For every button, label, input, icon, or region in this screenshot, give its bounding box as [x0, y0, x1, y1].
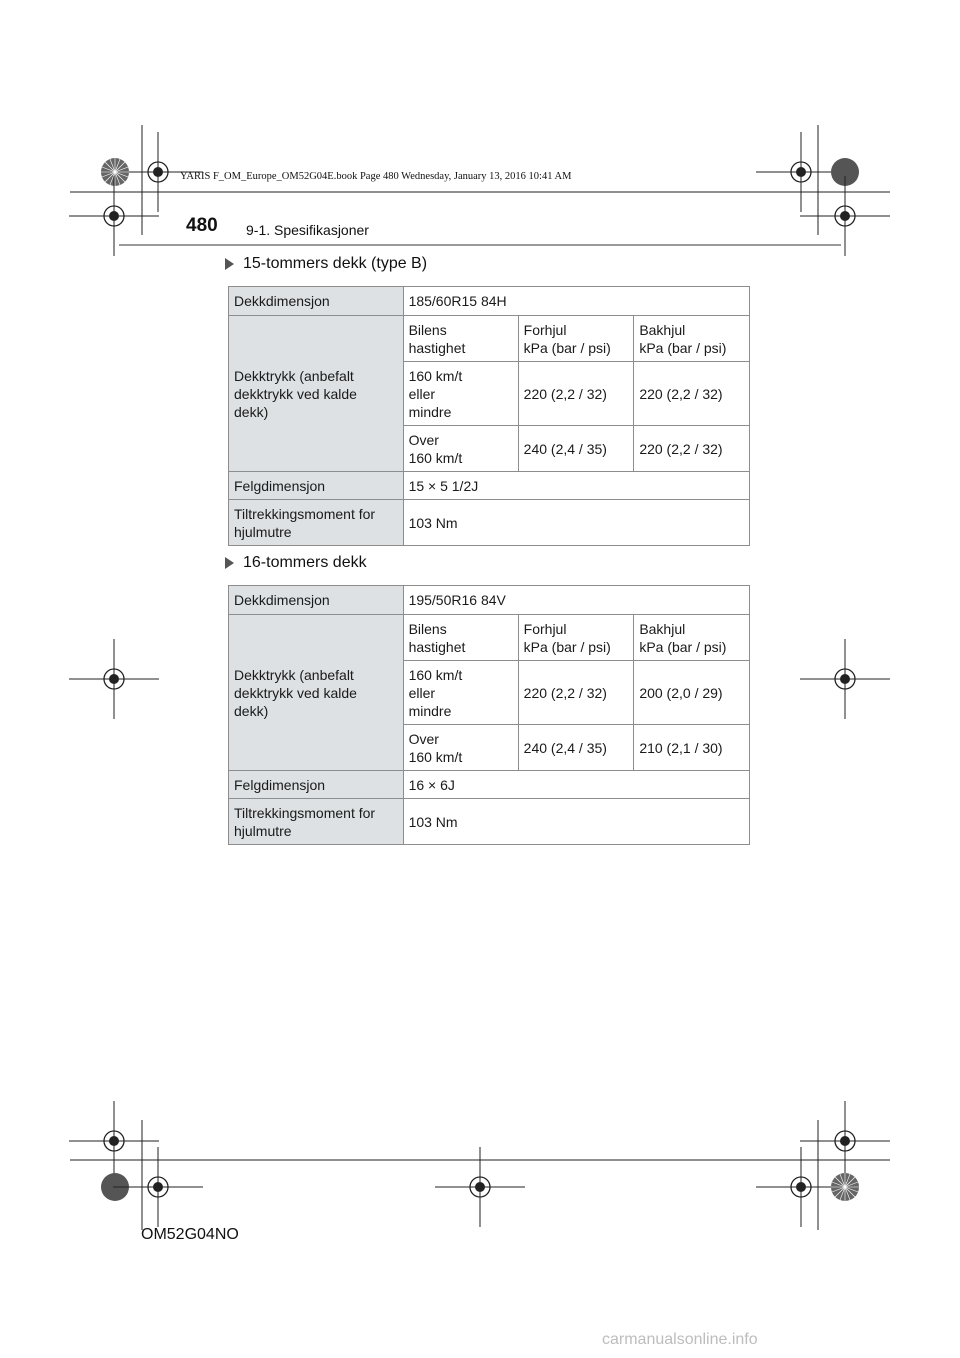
registration-icon-bottom-left-a [69, 1101, 159, 1181]
rim-label: Felgdimensjon [229, 771, 404, 799]
row2-rear: 220 (2,2 / 32) [634, 426, 750, 472]
header-rule [119, 244, 841, 246]
row1-front: 220 (2,2 / 32) [518, 661, 634, 725]
page-number: 480 [186, 215, 218, 236]
col-speed-header: Bilens hastighet [403, 615, 518, 661]
torque-label: Tiltrekkingsmoment for hjulmutre [229, 500, 404, 546]
rim-label: Felgdimensjon [229, 472, 404, 500]
pressure-label: Dekktrykk (anbefalt dekktrykk ved kalde dekk) [229, 615, 404, 771]
pressure-label: Dekktrykk (anbefalt dekktrykk ved kalde dekk) [229, 316, 404, 472]
row1-front: 220 (2,2 / 32) [518, 362, 634, 426]
row1-rear: 220 (2,2 / 32) [634, 362, 750, 426]
rim-value: 15 × 5 1/2J [403, 472, 749, 500]
dimension-label: Dekkdimensjon [229, 287, 404, 316]
triangle-right-icon [225, 557, 234, 569]
row1-speed: 160 km/t eller mindre [403, 661, 518, 725]
dimension-value: 195/50R16 84V [403, 586, 749, 615]
torque-value: 103 Nm [403, 799, 749, 845]
row2-speed: Over 160 km/t [403, 426, 518, 472]
torque-label: Tiltrekkingsmoment for hjulmutre [229, 799, 404, 845]
section-title: 9-1. Spesifikasjoner [246, 222, 369, 238]
registration-icon-bottom-center [435, 1147, 525, 1227]
col-speed-header: Bilens hastighet [403, 316, 518, 362]
tire-spec-table-15-inch [228, 286, 750, 546]
rim-value: 16 × 6J [403, 771, 749, 799]
color-bar-icon-top-left [101, 158, 129, 186]
col-front-header: Forhjul kPa (bar / psi) [518, 316, 634, 362]
tire-spec-table-16-inch [228, 585, 750, 845]
row2-front: 240 (2,4 / 35) [518, 426, 634, 472]
row2-rear: 210 (2,1 / 30) [634, 725, 750, 771]
table-heading-16-inch [225, 554, 367, 572]
col-rear-header: Bakhjul kPa (bar / psi) [634, 316, 750, 362]
dimension-value: 185/60R15 84H [403, 287, 749, 316]
registration-icon-bottom-left-b [113, 1147, 203, 1227]
row2-front: 240 (2,4 / 35) [518, 725, 634, 771]
registration-icon-mid-left [69, 639, 159, 719]
row1-speed: 160 km/t eller mindre [403, 362, 518, 426]
registration-icon-mid-right [800, 639, 890, 719]
book-info-line: YARIS F_OM_Europe_OM52G04E.book Page 480 Wednesday, January 13, 2016 10:41 AM [180, 171, 572, 182]
col-rear-header: Bakhjul kPa (bar / psi) [634, 615, 750, 661]
heading-text: 16-tommers dekk [243, 554, 367, 571]
manual-code: OM52G04NO [141, 1226, 239, 1243]
color-bar-icon-bottom-right [831, 1173, 859, 1201]
col-front-header: Forhjul kPa (bar / psi) [518, 615, 634, 661]
registration-icon-bottom-right-b [800, 1101, 890, 1181]
watermark: carmanualsonline.info [602, 1331, 758, 1348]
heading-text: 15-tommers dekk (type B) [243, 255, 428, 272]
dimension-label: Dekkdimensjon [229, 586, 404, 615]
torque-value: 103 Nm [403, 500, 749, 546]
row2-speed: Over 160 km/t [403, 725, 518, 771]
row1-rear: 200 (2,0 / 29) [634, 661, 750, 725]
table-heading-15-inch [225, 255, 427, 273]
triangle-right-icon [225, 258, 234, 270]
